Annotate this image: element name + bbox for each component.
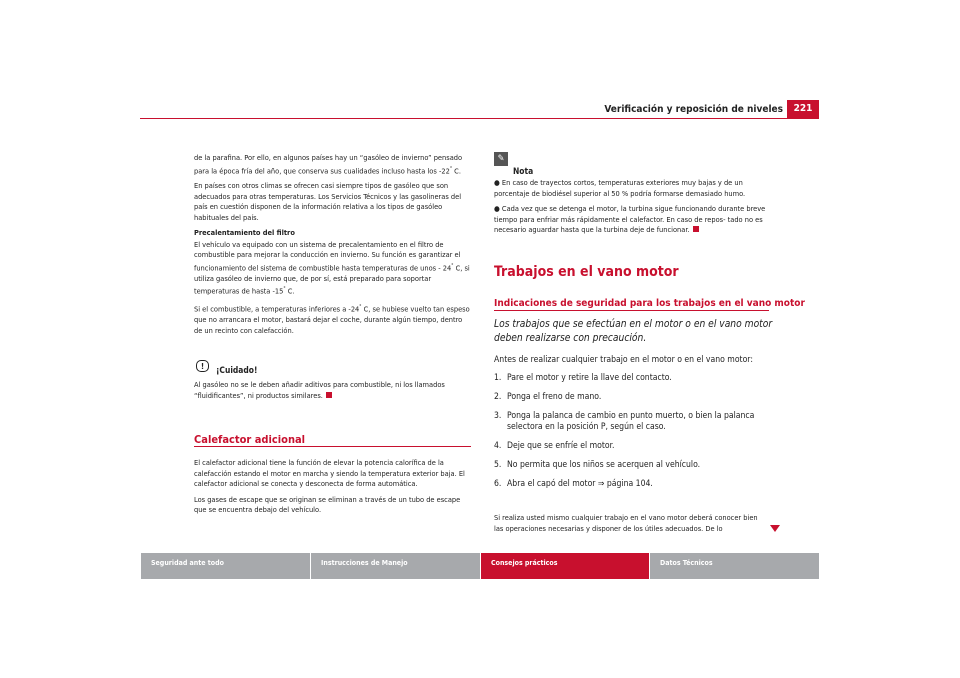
header-rule <box>140 118 819 119</box>
footer-tab-operating-instructions[interactable]: Instrucciones de Manejo <box>311 553 480 579</box>
paragraph-heater-function: El calefactor adicional tiene la función de elevar la potencia calorífica de la calefacción estando el motor en marcha y siendo la temperatura exterior baja. El calefactor adicional se conecta y desconecta de forma automática. <box>194 458 465 488</box>
note-title: Nota <box>513 166 534 176</box>
step-item: 4. Deje que se enfríe el motor. <box>494 441 615 451</box>
heater-text <box>194 458 471 521</box>
caution-block <box>194 360 471 401</box>
paragraph-thick-fuel: Si el combustible, a temperaturas inferiores a -24° C, se hubiese vuelto tan espeso que no arrancara el motor, bastará dejar el coche, durante algún tiempo, dentro de un recinto con calefacción. <box>194 304 470 335</box>
intro-italic: Los trabajos que se efectúan en el motor o en el vano motor deben realizarse con precaución. <box>494 319 773 344</box>
note-bullet-1: ● En caso de trayectos cortos, temperaturas exteriores muy bajas y de un porcentaje de biodiésel superior al 50 % podría formarse demasiado humo. <box>494 178 746 198</box>
note-text <box>494 178 769 241</box>
paragraph-other-climates: En países con otros climas se ofrecen casi siempre tipos de gasóleo que son adecuados para otras temperaturas. Los Servicios Técnicos y las gasolineras del país en cuestión disponen de la información relativa a los tipos de gasóleo habituales del país. <box>194 181 462 222</box>
end-of-section-marker <box>693 226 699 232</box>
continue-arrow-icon <box>770 525 780 532</box>
footer-tab-safety[interactable]: Seguridad ante todo <box>141 553 310 579</box>
section-heading-heater: Calefactor adicional <box>194 433 306 446</box>
paragraph-filter-preheating: El vehículo va equipado con un sistema de precalentamiento en el filtro de combustible para mejorar la conducción en invierno. Su función es garantizar el funcionamiento del sistema de combustible hasta temperaturas de unos - 24° C, si utiliza gasóleo de invierno que, de por sí, está preparado para soportar temperaturas de hasta -15° C. <box>194 239 470 296</box>
footer-tab-technical-data[interactable]: Datos Técnicos <box>650 553 819 579</box>
main-heading-engine-bay: Trabajos en el vano motor <box>494 264 679 280</box>
page-header-title: Verificación y reposición de niveles <box>604 104 783 115</box>
subheading-filter-preheating: Precalentamiento del filtro <box>194 228 295 238</box>
step-item: 2. Ponga el freno de mano. <box>494 392 602 402</box>
section-heading-rule <box>194 446 471 447</box>
caution-title: ¡Cuidado! <box>216 365 258 375</box>
step-item: 6. Abra el capó del motor ⇒ página 104. <box>494 479 653 489</box>
subheading-rule <box>494 310 769 311</box>
left-column <box>194 153 471 341</box>
subheading-safety: Indicaciones de seguridad para los trabajos en el vano motor <box>494 298 805 309</box>
page-number: 221 <box>787 100 819 118</box>
closing-text: Si realiza usted mismo cualquier trabajo en el vano motor deberá conocer bien las operaciones necesarias y disponer de los útiles adecuados. De lo <box>494 513 758 533</box>
steps-list <box>494 373 772 498</box>
note-bullet-2: ● Cada vez que se detenga el motor, la turbina sigue funcionando durante breve tiempo para enfriar más rápidamente el calefactor. En caso de repos- tado no es necesario aguardar hasta que la turbina deje de funcionar. <box>494 204 766 234</box>
step-item: 1. Pare el motor y retire la llave del contacto. <box>494 373 672 383</box>
note-icon: ✎ <box>494 152 508 166</box>
end-of-section-marker <box>326 392 332 398</box>
footer-tab-practical-tips[interactable]: Consejos prácticos <box>481 553 649 579</box>
step-item: 3. Ponga la palanca de cambio en punto muerto, o bien la palanca selectora en la posición P, según el caso. <box>494 411 755 432</box>
steps-lead: Antes de realizar cualquier trabajo en el motor o en el vano motor: <box>494 355 753 365</box>
step-item: 5. No permita que los niños se acerquen al vehículo. <box>494 460 701 470</box>
warning-icon: ! <box>196 360 209 372</box>
caution-text: Al gasóleo no se le deben añadir aditivos para combustible, ni los llamados “fluidificantes”, ni productos similares. <box>194 380 445 400</box>
paragraph-winter-diesel: de la parafina. Por ello, en algunos países hay un “gasóleo de invierno” pensado para la época fría del año, que conserva sus cualidades incluso hasta los -22° C. <box>194 153 463 175</box>
paragraph-exhaust: Los gases de escape que se originan se eliminan a través de un tubo de escape que se encuentra debajo del vehículo. <box>194 494 461 514</box>
